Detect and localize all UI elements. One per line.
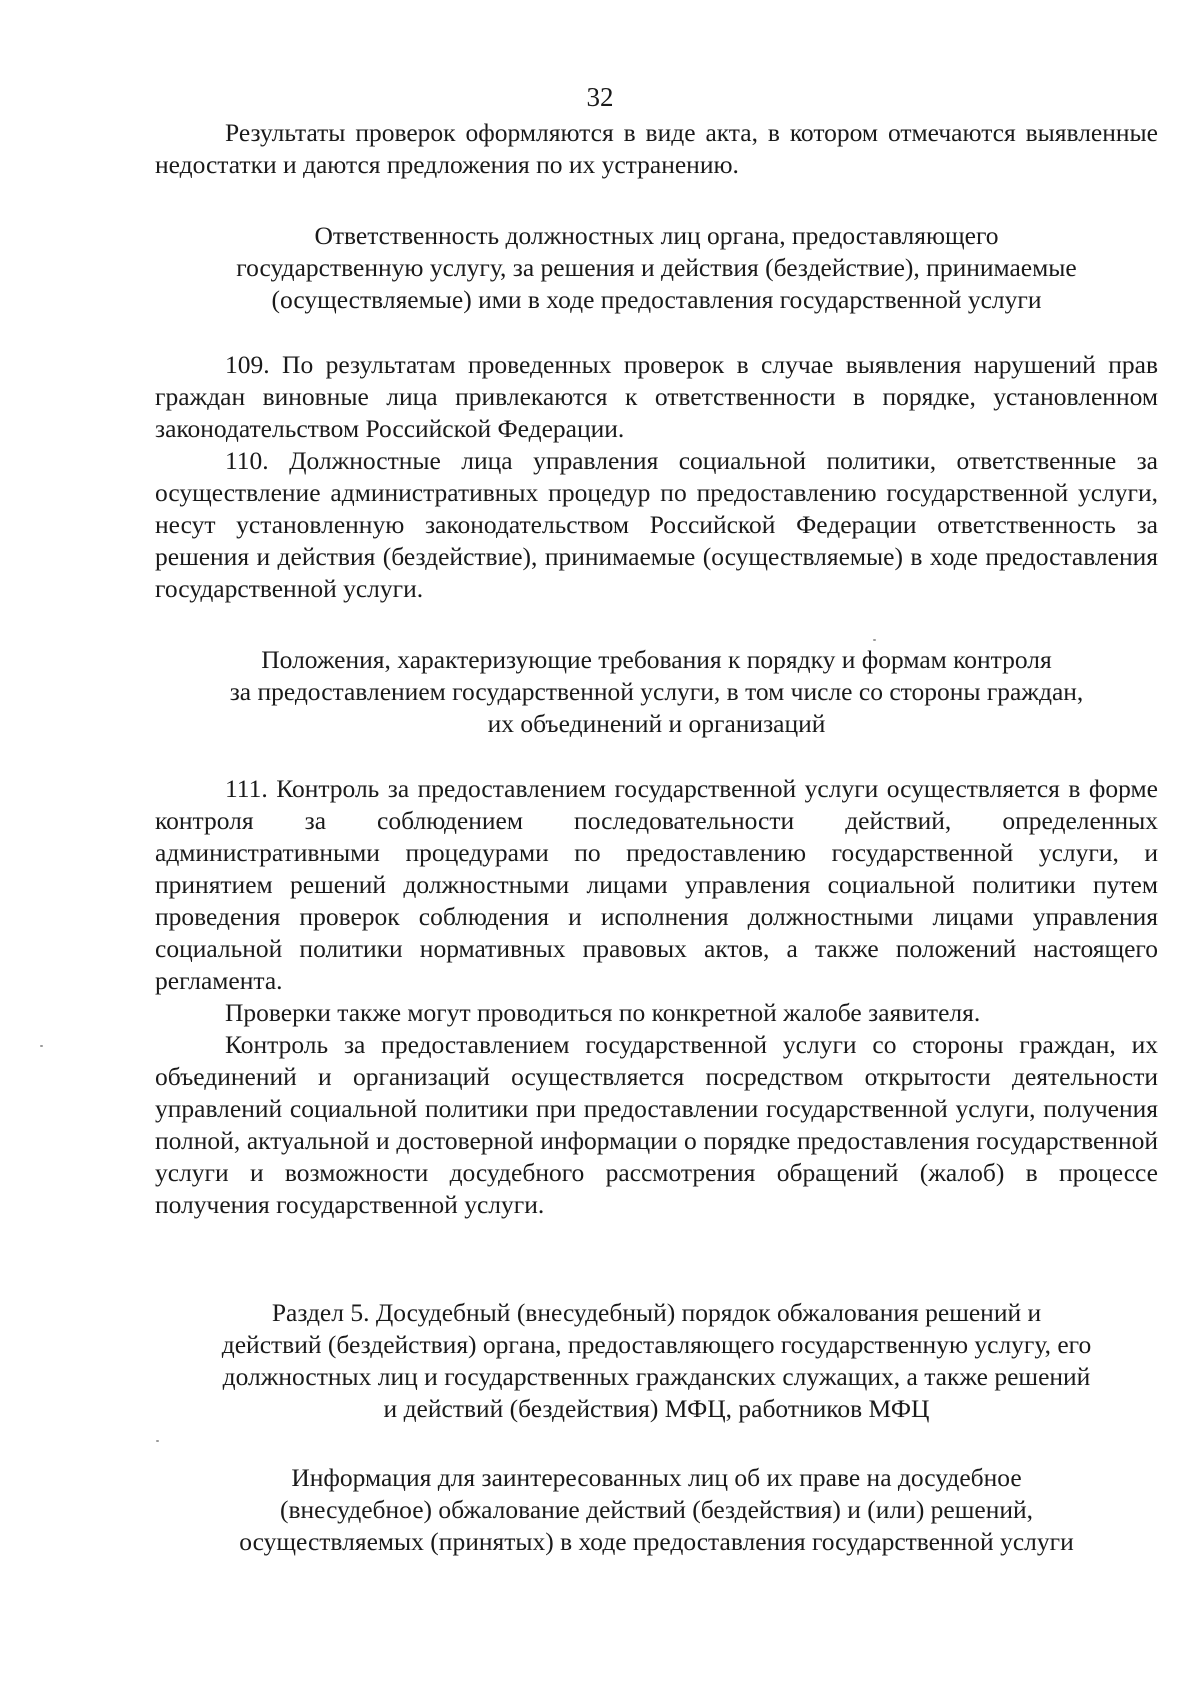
heading-line: осуществляемых (принятых) в ходе предоставления государственной услуги [239, 1527, 1074, 1556]
heading-line: действий (бездействия) органа, предоставляющего государственную услугу, его [221, 1330, 1092, 1359]
scan-speck [40, 1045, 43, 1047]
paragraph-109: 109. По результатам проведенных проверок в случае выявления нарушений прав граждан виновные лица привлекаются к ответственности в порядке, установленном законодательством Российской Федерации. [155, 350, 1158, 443]
paragraph-results: Результаты проверок оформляются в виде акта, в котором отмечаются выявленные недостатки и даются предложения по их устранению. [155, 118, 1158, 179]
heading-line: Раздел 5. Досудебный (внесудебный) порядок обжалования решений и [271, 1298, 1042, 1327]
paragraph-complaint-checks: Проверки также могут проводиться по конкретной жалобе заявителя. [225, 998, 981, 1027]
heading-control [155, 644, 1158, 740]
heading-responsibility [155, 220, 1158, 316]
heading-line: должностных лиц и государственных гражданских служащих, а также решений [222, 1362, 1091, 1391]
heading-line: и действий (бездействия) МФЦ, работников МФЦ [383, 1394, 930, 1423]
intro-block [155, 117, 1158, 181]
heading-line: (осуществляемые) ими в ходе предоставления государственной услуги [271, 285, 1042, 314]
control-paragraphs [155, 773, 1158, 1221]
heading-line: Положения, характеризующие требования к порядку и формам контроля [261, 645, 1052, 674]
heading-line: (внесудебное) обжалование действий (бездействия) и (или) решений, [279, 1495, 1034, 1524]
scan-speck [156, 1440, 159, 1442]
paragraph-111: 111. Контроль за предоставлением государственной услуги осуществляется в форме контроля за соблюдением последовательности действий, определенных административными процедурами по предоставлению государственной услуги, и принятием решений должностными лицами управления социальной политики путем проведения проверок соблюдения и исполнения должностными лицами управления социальной политики нормативных правовых актов, а также положений настоящего регламента. [155, 774, 1158, 995]
page-number: 32 [586, 82, 614, 112]
heading-line: их объединений и организаций [487, 709, 826, 738]
heading-line: Ответственность должностных лиц органа, предоставляющего [314, 221, 999, 250]
paragraph-public-control: Контроль за предоставлением государственной услуги со стороны граждан, их объединений и организаций осуществляется посредством открытости деятельности управлений социальной политики при предоставлении государственной услуги, получения полной, актуальной и достоверной информации о порядке предоставления государственной услуги и возможности досудебного рассмотрения обращений (жалоб) в процессе получения государственной услуги. [155, 1030, 1158, 1219]
heading-line: за предоставлением государственной услуги, в том числе со стороны граждан, [229, 677, 1084, 706]
heading-line: государственную услугу, за решения и действия (бездействие), принимаемые [236, 253, 1077, 282]
paragraph-110: 110. Должностные лица управления социальной политики, ответственные за осуществление административных процедур по предоставлению государственной услуги, несут установленную законодательством Российской Федерации ответственность за решения и действия (бездействие), принимаемые (осуществляемые) в ходе предоставления государственной услуги. [155, 446, 1158, 603]
heading-line: Информация для заинтересованных лиц об их праве на досудебное [291, 1463, 1022, 1492]
heading-section-5 [155, 1297, 1158, 1425]
responsibility-paragraphs [155, 349, 1158, 605]
heading-info [155, 1462, 1158, 1558]
scan-speck [873, 639, 876, 641]
